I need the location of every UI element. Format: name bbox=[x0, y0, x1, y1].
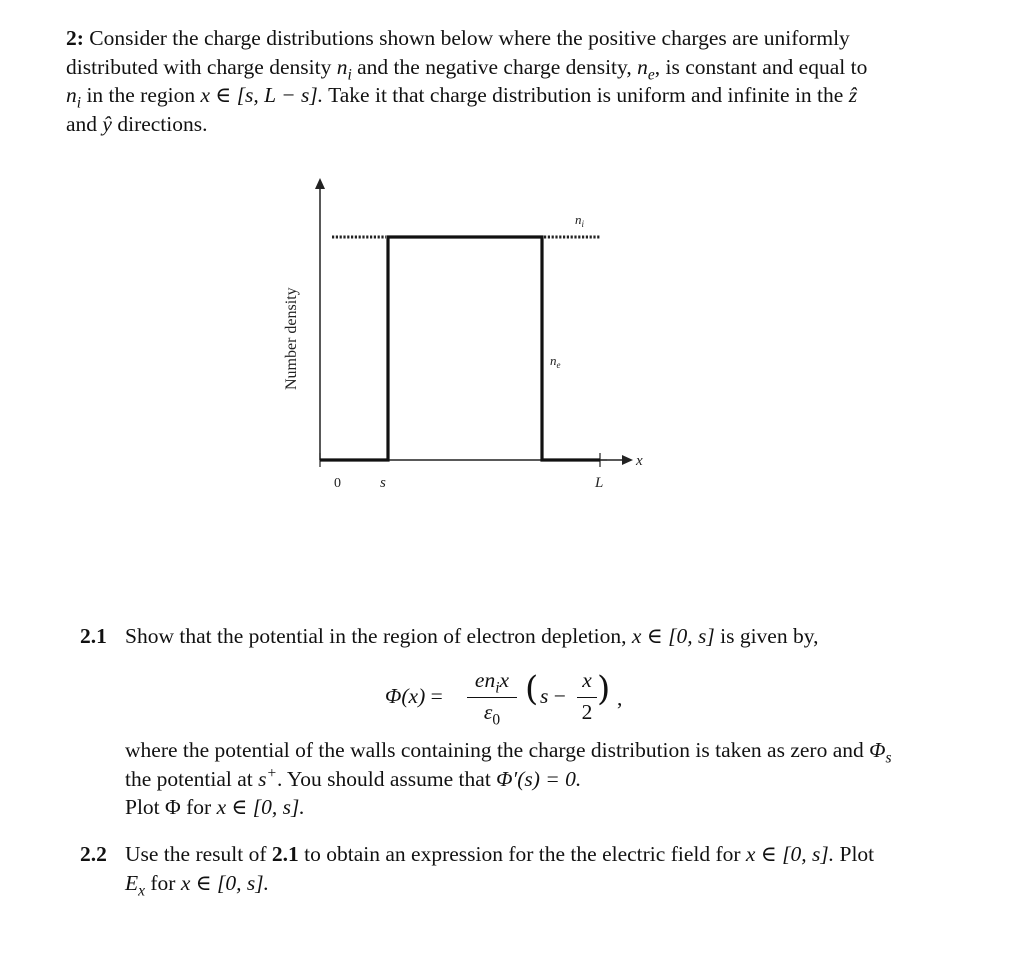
y-axis-arrow bbox=[315, 178, 325, 189]
label-ne: $n_e$ bbox=[550, 353, 561, 370]
tick-label-s: s bbox=[380, 475, 386, 491]
q21-text-2: is given by, bbox=[720, 624, 819, 648]
q21-condition: Φ′(s) = 0. bbox=[496, 766, 582, 791]
ni-symbol-2: $n_i$ bbox=[66, 83, 82, 112]
q21-text-1: Show that the potential in the region of electron depletion, bbox=[125, 624, 627, 648]
phi-s-symbol: $\Phi_s$ bbox=[869, 738, 892, 767]
tick-label-0: 0 bbox=[334, 476, 341, 491]
ni-symbol: $n_i$ bbox=[336, 54, 352, 83]
q22-number: 2.2 bbox=[80, 842, 107, 866]
eq-left-paren: ( bbox=[525, 669, 539, 709]
y-axis-label: Number density bbox=[283, 287, 300, 390]
eq-s-minus: s − bbox=[540, 684, 566, 708]
intro-text-6: and bbox=[66, 111, 98, 136]
q22-region: x ∈ [0, s]. bbox=[745, 842, 835, 866]
question-2-2 bbox=[80, 840, 890, 897]
q22-ref: 2.1 bbox=[271, 842, 299, 866]
problem-statement: 2: Consider the charge distributions shown below where the positive charges are uniformly distributed with charge density $n_i$ and the negative charge density, $n_e$, is constant and equal to $n_i$ in the region x ∈ [s, L − s]. Take it that charge distribution is uniform and infinite in the ẑ and ŷ directions. bbox=[66, 26, 868, 136]
q21-after-4: Plot Φ for bbox=[125, 795, 212, 819]
s-plus-symbol: s+ bbox=[258, 764, 277, 791]
eq-numerator: $en_ix$ bbox=[474, 668, 510, 697]
ne-symbol: $n_e$ bbox=[637, 54, 655, 83]
zhat-symbol: ẑ bbox=[848, 83, 858, 107]
q22-text-3: Plot bbox=[839, 842, 875, 866]
intro-text-3: is constant and equal to bbox=[665, 54, 868, 79]
q21-region: x ∈ [0, s] bbox=[631, 624, 715, 648]
q21-after-2: the potential at bbox=[125, 766, 253, 791]
intro-text-2: and the negative charge density, bbox=[357, 54, 632, 79]
q21-number: 2.1 bbox=[80, 624, 107, 648]
q21-continuation bbox=[125, 736, 895, 822]
eq-fracbar-1 bbox=[467, 697, 517, 698]
eq-x-numerator: x bbox=[582, 668, 592, 692]
region-expression: x ∈ [s, L − s]. bbox=[200, 83, 324, 107]
ne-profile bbox=[320, 237, 600, 460]
yhat-symbol: ŷ bbox=[102, 111, 112, 136]
eq-fracbar-2 bbox=[577, 697, 597, 698]
q22-text-4: for bbox=[150, 870, 176, 895]
intro-text-7: directions. bbox=[117, 111, 208, 136]
eq-right-paren: ) bbox=[597, 669, 611, 709]
q21-after-3: . You should assume that bbox=[276, 766, 491, 791]
eq-2-denominator: 2 bbox=[581, 700, 593, 724]
problem-number: 2: bbox=[66, 26, 84, 50]
potential-equation bbox=[385, 666, 645, 730]
q21-after-1: where the potential of the walls containing the charge distribution is taken as zero and bbox=[125, 738, 864, 762]
q22-text-1: Use the result of bbox=[125, 842, 267, 866]
charge-distribution-figure bbox=[270, 172, 670, 502]
eq-lhs: Φ(x) = bbox=[385, 684, 443, 708]
x-axis-label: x bbox=[636, 453, 643, 469]
tick-label-L: L bbox=[595, 475, 604, 491]
intro-text-5: Take it that charge distribution is uniform and infinite in the bbox=[328, 83, 844, 107]
q22-text-2: to obtain an expression for the the electric field for bbox=[304, 842, 741, 866]
q21-plot-region: x ∈ [0, s]. bbox=[216, 795, 305, 819]
label-ni: $n_i$ bbox=[575, 212, 585, 229]
x-axis-arrow bbox=[622, 455, 633, 465]
intro-text-1: Consider the charge distributions shown below where the positive charges are uniformly distributed with charge density bbox=[66, 26, 850, 79]
eq-denominator: $\varepsilon_0$ bbox=[483, 700, 501, 729]
eq-comma: , bbox=[617, 686, 623, 710]
question-2-1 bbox=[80, 622, 890, 651]
intro-text-4: in the region bbox=[86, 83, 196, 107]
q22-region-2: x ∈ [0, s]. bbox=[180, 870, 270, 895]
ex-symbol: $E_x$ bbox=[125, 870, 146, 899]
